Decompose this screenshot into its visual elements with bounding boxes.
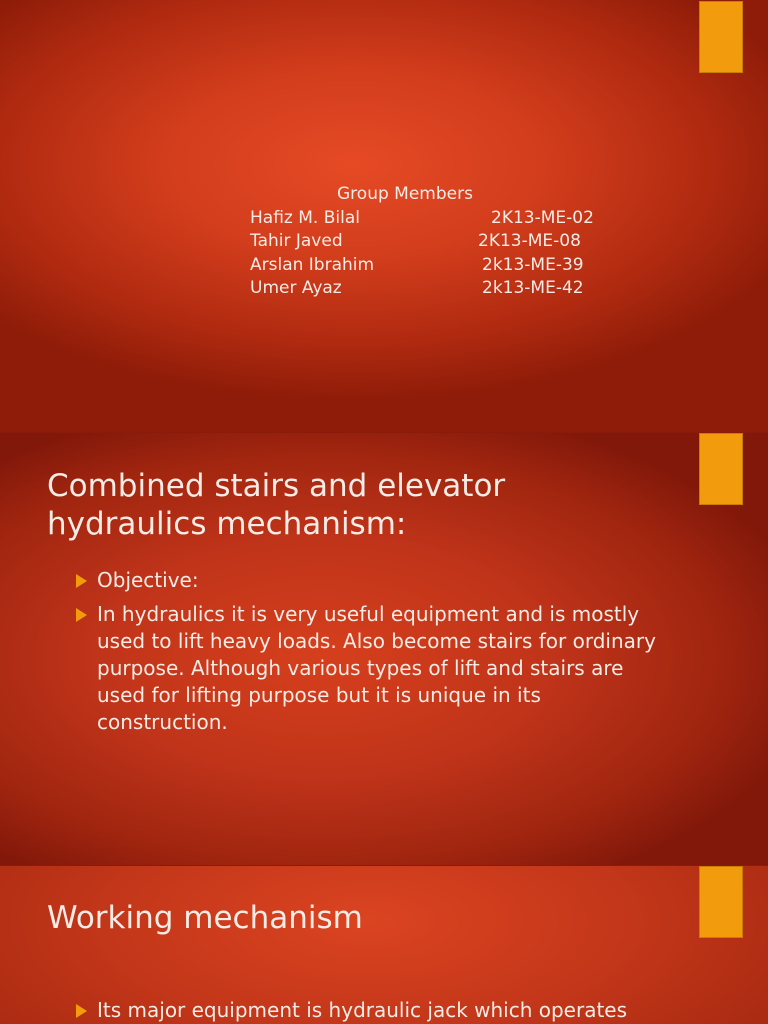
bullet-arrow-icon — [76, 1004, 87, 1018]
bullet-list — [76, 567, 656, 743]
member-name: Umer Ayaz — [250, 278, 342, 298]
bullet-text: Objective: — [97, 568, 199, 592]
list-item — [76, 567, 656, 594]
accent-bar — [699, 866, 743, 938]
members-title: Group Members — [337, 184, 473, 204]
member-id: 2K13-ME-08 — [478, 231, 581, 251]
member-id: 2k13-ME-42 — [482, 278, 584, 298]
slide-heading: Combined stairs and elevator hydraulics mechanism: — [47, 468, 506, 542]
slide-working-mechanism — [0, 866, 768, 1024]
slide-heading: Working mechanism — [47, 900, 363, 936]
member-name: Tahir Javed — [250, 231, 343, 251]
list-item — [76, 997, 656, 1024]
slide-group-members — [0, 0, 768, 432]
accent-bar — [699, 1, 743, 73]
bullet-arrow-icon — [76, 574, 87, 588]
member-name: Hafiz M. Bilal — [250, 207, 360, 228]
bullet-arrow-icon — [76, 608, 87, 622]
bullet-list — [76, 997, 656, 1024]
bullet-text: In hydraulics it is very useful equipment and is mostly used to lift heavy loads. Also become stairs for ordinary purpose. Although various types of lift and stairs are used for lifting purpose but it is unique in its construction. — [97, 602, 656, 734]
slide-objective — [0, 433, 768, 865]
member-id: 2K13-ME-02 — [491, 207, 594, 228]
bullet-text: Its major equipment is hydraulic jack which operates — [97, 998, 628, 1022]
list-item — [76, 601, 656, 736]
member-id: 2k13-ME-39 — [482, 254, 584, 275]
accent-bar — [699, 433, 743, 505]
member-name: Arslan Ibrahim — [250, 254, 375, 275]
